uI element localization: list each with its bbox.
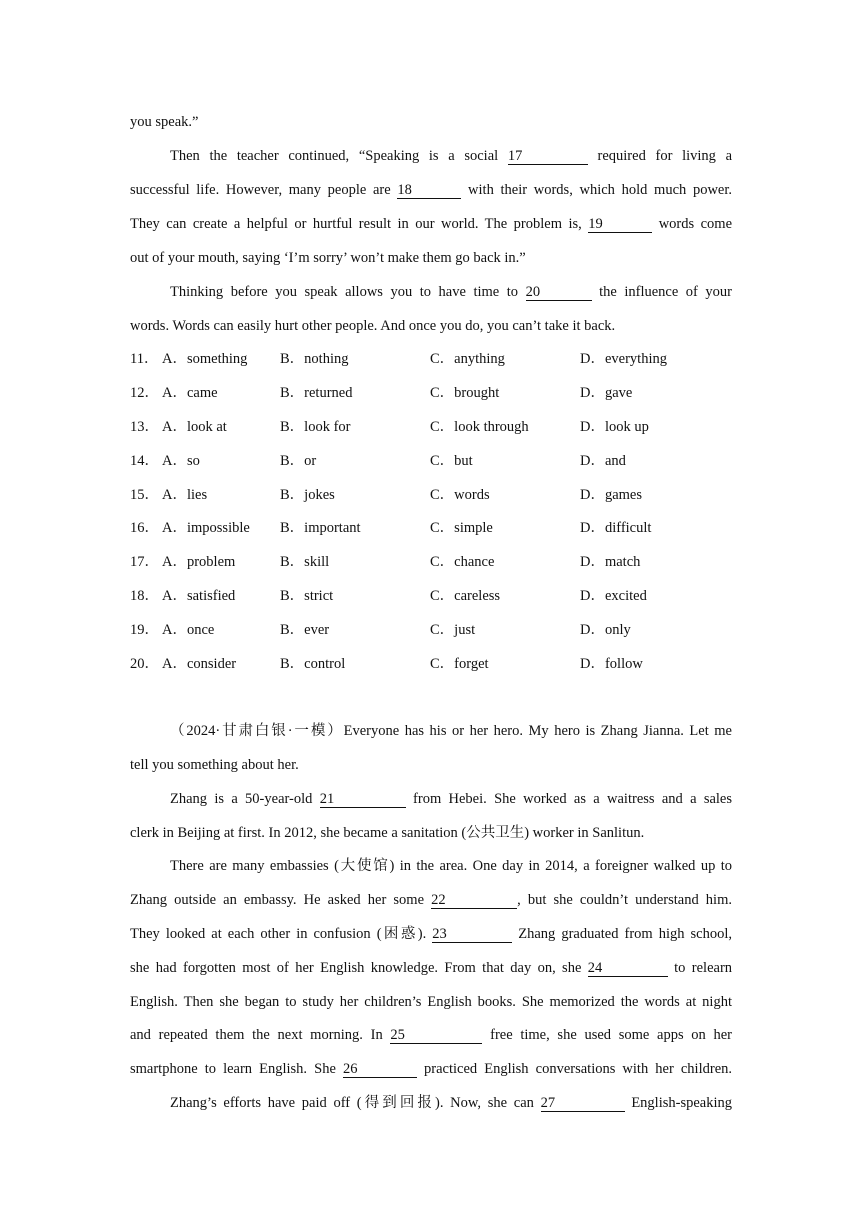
option-d: D．everything [580, 351, 667, 367]
text-segment: Zhang’s efforts have paid off (得到回报). Now, she can [170, 1095, 534, 1111]
question-options [130, 620, 732, 640]
option-b: B．look for [280, 419, 351, 435]
question-number: 17． [130, 554, 159, 570]
question-options [130, 417, 732, 437]
option-b: B．strict [280, 588, 334, 604]
question-number: 18． [130, 588, 159, 604]
question-options [130, 485, 732, 505]
text-segment: free time, she used some apps on her [490, 1027, 733, 1043]
question-number: 16． [130, 520, 159, 536]
option-b: B．skill [280, 554, 330, 570]
question-options [130, 518, 732, 538]
passage-line: words. Words can easily hurt other people. And once you do, you can’t take it back. [130, 318, 616, 334]
blank-23: 23 [432, 926, 512, 943]
text-segment: practiced English conversations with her children. [424, 1061, 733, 1077]
option-c: C．words [430, 487, 490, 503]
text-segment: Zhang graduated from high school, [518, 926, 733, 942]
text-segment: Zhang outside an embassy. He asked her some [130, 892, 425, 908]
question-number: 19． [130, 622, 159, 638]
blank-17: 17 [508, 148, 588, 165]
option-d: D．look up [580, 419, 649, 435]
option-a: A．once [162, 622, 215, 638]
text-segment: from Hebei. She worked as a waitress and a sales [413, 791, 733, 807]
question-number: 12． [130, 385, 159, 401]
option-d: D．match [580, 554, 641, 570]
passage-line: There are many embassies (大使馆) in the area. One day in 2014, a foreigner walked up to [170, 858, 732, 874]
option-b: B．jokes [280, 487, 335, 503]
text-segment: smartphone to learn English. She [130, 1061, 336, 1077]
question-options [130, 586, 732, 606]
passage-line [130, 1059, 732, 1079]
option-a: A．satisfied [162, 588, 236, 604]
option-a: A．lies [162, 487, 208, 503]
passage-line: （2024·甘肃白银·一模）Everyone has his or her hero. My hero is Zhang Jianna. Let me [170, 723, 732, 739]
option-d: D．only [580, 622, 631, 638]
text-segment: to relearn [674, 960, 733, 976]
text-segment: required for living a [597, 148, 733, 164]
blank-21: 21 [320, 791, 406, 808]
option-b: B．ever [280, 622, 330, 638]
text-segment: with their words, which hold much power. [468, 182, 733, 198]
option-d: D．games [580, 487, 643, 503]
text-segment: words come [658, 216, 733, 232]
option-c: C．but [430, 453, 473, 469]
question-options [130, 654, 732, 674]
blank-18: 18 [397, 182, 461, 199]
passage-line [130, 214, 732, 234]
option-c: C．brought [430, 385, 500, 401]
option-a: A．look at [162, 419, 227, 435]
option-c: C．anything [430, 351, 505, 367]
option-d: D．excited [580, 588, 647, 604]
text-segment: Then the teacher continued, “Speaking is a social [170, 148, 499, 164]
option-a: A．consider [162, 656, 237, 672]
option-a: A．something [162, 351, 248, 367]
text-segment: successful life. However, many people are [130, 182, 391, 198]
option-c: C．simple [430, 520, 493, 536]
passage-line [170, 282, 732, 302]
question-options [130, 451, 732, 471]
question-number: 15． [130, 487, 159, 503]
passage-line [170, 789, 732, 809]
blank-26: 26 [343, 1061, 417, 1078]
option-b: B．nothing [280, 351, 349, 367]
question-number: 13． [130, 419, 159, 435]
option-b: B．returned [280, 385, 353, 401]
passage-line [170, 1093, 732, 1113]
passage-line [170, 146, 732, 166]
text-segment: , but she couldn’t understand him. [517, 892, 732, 908]
text-segment: Zhang is a 50-year-old [170, 791, 313, 807]
option-a: A．problem [162, 554, 236, 570]
option-c: C．forget [430, 656, 489, 672]
question-number: 14． [130, 453, 159, 469]
option-c: C．careless [430, 588, 501, 604]
text-segment: she had forgotten most of her English knowledge. From that day on, she [130, 960, 582, 976]
text-segment: They can create a helpful or hurtful result in our world. The problem is, [130, 216, 582, 232]
passage-line [130, 1025, 732, 1045]
option-b: B．or [280, 453, 317, 469]
blank-22: 22 [431, 892, 517, 909]
option-a: A．came [162, 385, 218, 401]
blank-19: 19 [588, 216, 652, 233]
passage-line: you speak.” [130, 114, 199, 130]
option-a: A．so [162, 453, 200, 469]
option-c: C．chance [430, 554, 495, 570]
passage-line [130, 958, 732, 978]
question-options [130, 552, 732, 572]
text-segment: They looked at each other in confusion (困惑). [130, 926, 427, 942]
option-d: D．and [580, 453, 626, 469]
passage-line: clerk in Beijing at first. In 2012, she became a sanitation (公共卫生) worker in Sanlitun. [130, 825, 645, 841]
passage-line [130, 890, 732, 910]
text-segment: English-speaking [631, 1095, 732, 1111]
question-options [130, 383, 732, 403]
text-segment: the influence of your [599, 284, 732, 300]
question-number: 20． [130, 656, 159, 672]
question-number: 11． [130, 351, 159, 367]
passage-line [130, 924, 732, 944]
blank-25: 25 [390, 1027, 482, 1044]
text-segment: Thinking before you speak allows you to have time to [170, 284, 519, 300]
option-c: C．look through [430, 419, 529, 435]
option-d: D．follow [580, 656, 643, 672]
passage-line: out of your mouth, saying ‘I’m sorry’ won’t make them go back in.” [130, 250, 526, 266]
blank-20: 20 [526, 284, 592, 301]
passage-line: English. Then she began to study her children’s English books. She memorized the words at night [130, 994, 732, 1010]
option-d: D．gave [580, 385, 633, 401]
option-a: A．impossible [162, 520, 250, 536]
option-c: C．just [430, 622, 476, 638]
option-b: B．important [280, 520, 361, 536]
blank-27: 27 [541, 1095, 625, 1112]
passage-line: tell you something about her. [130, 757, 299, 773]
option-d: D．difficult [580, 520, 652, 536]
question-options [130, 349, 732, 369]
option-b: B．control [280, 656, 346, 672]
text-segment: and repeated them the next morning. In [130, 1027, 383, 1043]
passage-line [130, 180, 732, 200]
blank-24: 24 [588, 960, 668, 977]
